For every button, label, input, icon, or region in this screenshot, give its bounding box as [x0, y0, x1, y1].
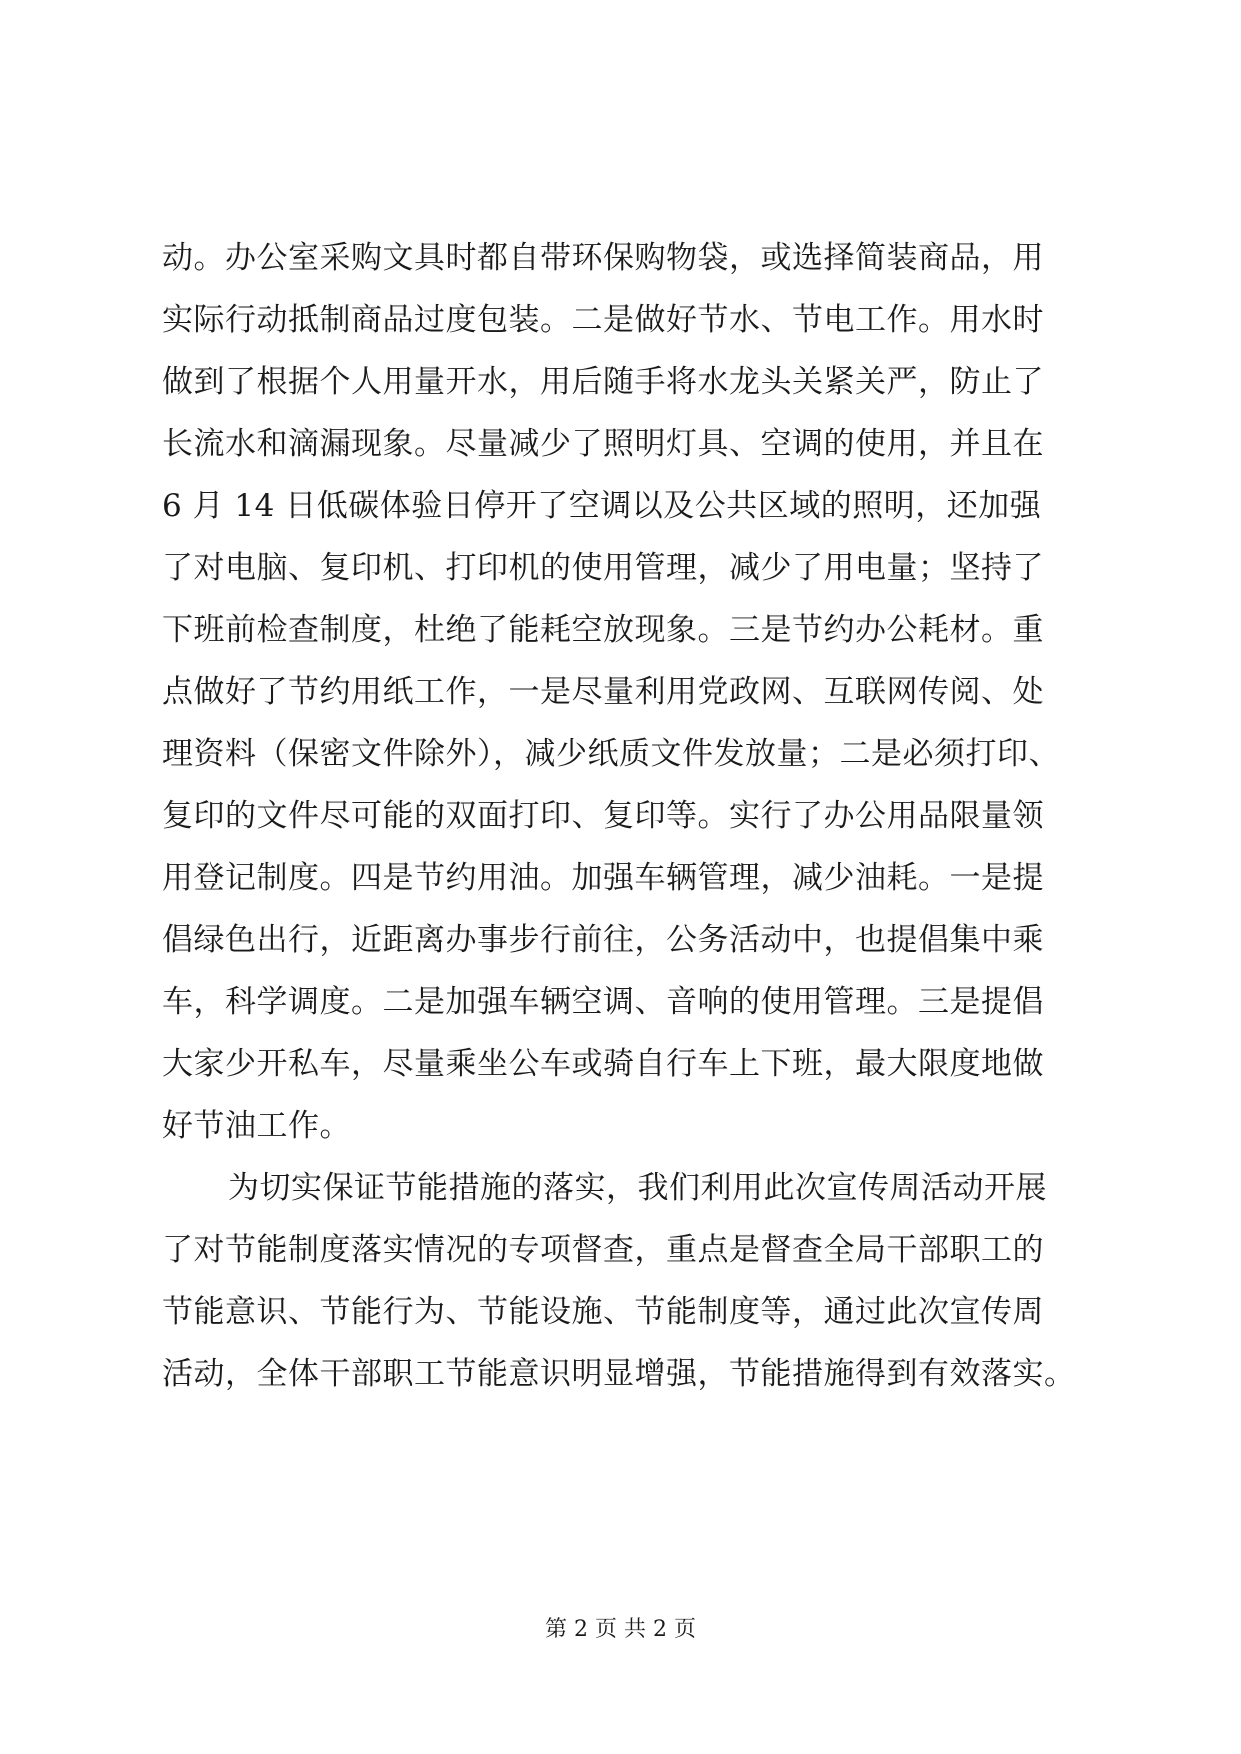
text-line: 车，科学调度。二是加强车辆空调、音响的使用管理。三是提倡	[162, 984, 1044, 1020]
text-line: 大家少开私车，尽量乘坐公车或骑自行车上下班，最大限度地做	[162, 1046, 1044, 1082]
text-line: 理资料（保密文件除外），减少纸质文件发放量；二是必须打印、	[162, 736, 1060, 772]
text-line: 动。办公室采购文具时都自带环保购物袋，或选择简装商品，用	[162, 240, 1044, 276]
text-line: 好节油工作。	[162, 1108, 351, 1144]
text-line: 用登记制度。四是节约用油。加强车辆管理，减少油耗。一是提	[162, 860, 1044, 896]
text-line: 了对节能制度落实情况的专项督查，重点是督查全局干部职工的	[162, 1232, 1044, 1268]
document-body	[162, 227, 1082, 1405]
text-line: 复印的文件尽可能的双面打印、复印等。实行了办公用品限量领	[162, 798, 1044, 834]
paragraph-energy-measures	[162, 227, 1082, 1157]
text-line: 点做好了节约用纸工作，一是尽量利用党政网、互联网传阅、处	[162, 674, 1044, 710]
text-line: 节能意识、节能行为、节能设施、节能制度等，通过此次宣传周	[162, 1294, 1044, 1330]
text-line: 倡绿色出行，近距离办事步行前往，公务活动中，也提倡集中乘	[162, 922, 1044, 958]
text-line: 实际行动抵制商品过度包装。二是做好节水、节电工作。用水时	[162, 302, 1044, 338]
text-line: 为切实保证节能措施的落实，我们利用此次宣传周活动开展	[228, 1170, 1047, 1206]
text-line: 6 月 14 日低碳体验日停开了空调以及公共区域的照明，还加强	[162, 488, 1042, 524]
text-line: 做到了根据个人用量开水，用后随手将水龙头关紧关严，防止了	[162, 364, 1044, 400]
text-line: 下班前检查制度，杜绝了能耗空放现象。三是节约办公耗材。重	[162, 612, 1044, 648]
text-line: 长流水和滴漏现象。尽量减少了照明灯具、空调的使用，并且在	[162, 426, 1044, 462]
text-line: 了对电脑、复印机、打印机的使用管理，减少了用电量；坚持了	[162, 550, 1044, 586]
text-line: 活动，全体干部职工节能意识明显增强，节能措施得到有效落实。	[162, 1356, 1076, 1392]
page-footer: 第 2 页 共 2 页	[545, 1617, 696, 1642]
paragraph-supervision	[162, 1157, 1082, 1405]
